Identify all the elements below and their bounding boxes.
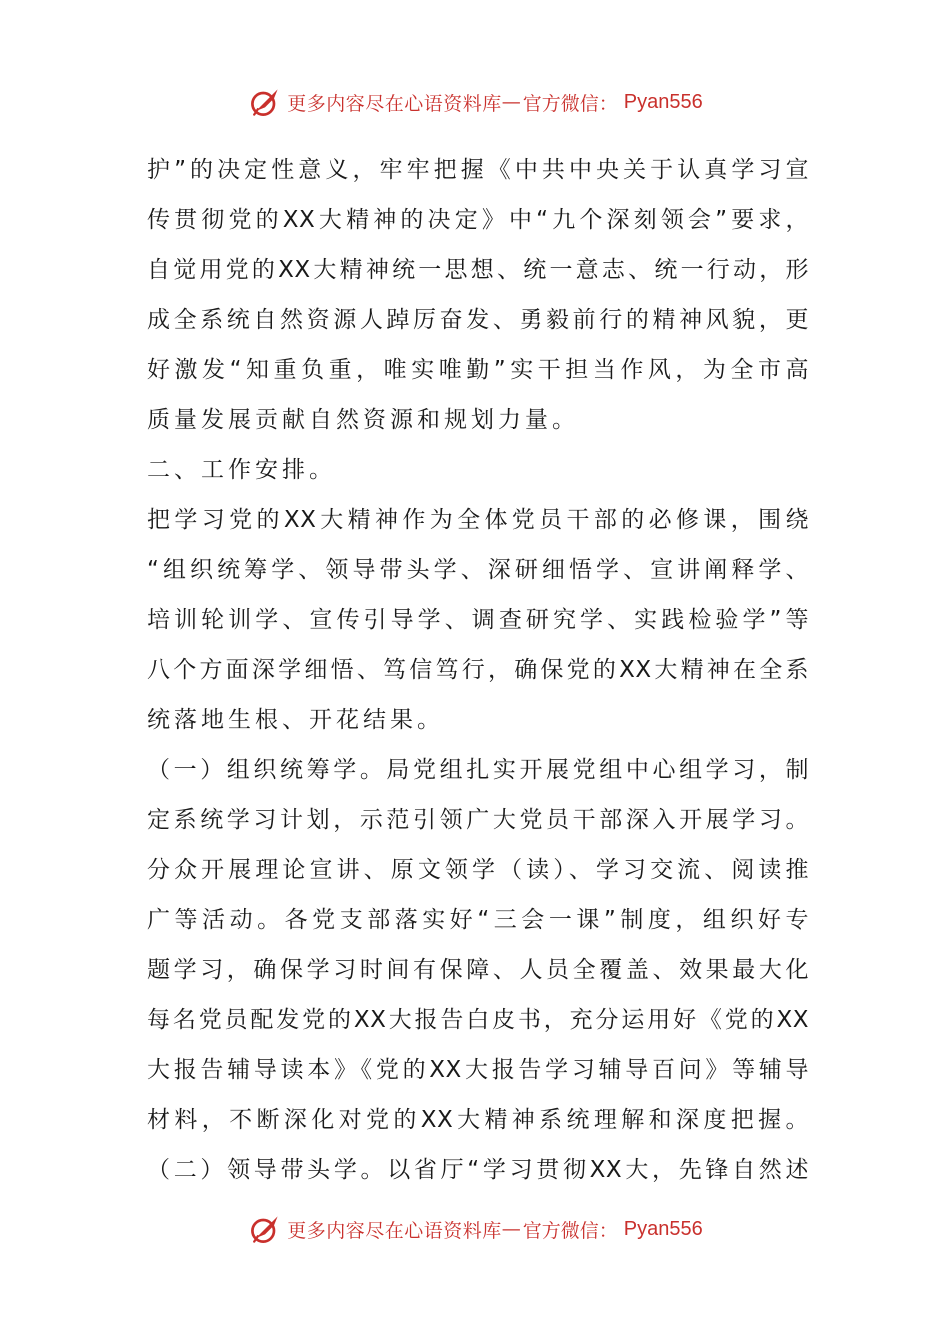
text-line: 把学习党的XX大精神作为全体党员干部的必修课，围绕 <box>147 507 809 533</box>
banner-text: 更多内容尽在心语资料库 <box>287 92 502 115</box>
text-line: 分众开展理论宣讲、原文领学（读）、学习交流、阅读推 <box>147 857 809 883</box>
header-banner <box>0 82 950 122</box>
text-line: 定系统学习计划，示范引领广大党员干部深入开展学习。 <box>147 807 809 833</box>
text-line: 培训轮训学、宣传引导学、调查研究学、实践检验学”等 <box>147 607 809 633</box>
banner-wechat-label: 官方微信： <box>522 1219 618 1242</box>
text-line: 广等活动。各党支部落实好“三会一课”制度，组织好专 <box>147 907 809 933</box>
text-line: 统落地生根、开花结果。 <box>147 707 444 733</box>
banner-wechat-id: Pyan556 <box>623 1217 703 1240</box>
text-line: 每名党员配发党的XX大报告白皮书，充分运用好《党的XX <box>147 1007 809 1033</box>
document-body <box>147 148 809 1198</box>
banner-wechat-label: 官方微信： <box>522 92 618 115</box>
text-line: 自觉用党的XX大精神统一思想、统一意志、统一行动，形 <box>147 257 809 283</box>
text-line: 材料，不断深化对党的XX大精神系统理解和深度把握。 <box>147 1107 809 1133</box>
text-line: 好激发“知重负重，唯实唯勤”实干担当作风，为全市高 <box>147 357 809 383</box>
footer-banner <box>0 1209 950 1249</box>
text-line: 大报告辅导读本》《党的XX大报告学习辅导百问》等辅导 <box>147 1057 809 1083</box>
text-line: （二）领导带头学。以省厅“学习贯彻XX大，先锋自然述 <box>147 1157 809 1183</box>
banner-separator: — <box>501 91 521 113</box>
text-line: 质量发展贡献自然资源和规划力量。 <box>147 407 579 433</box>
text-line: 成全系统自然资源人踔厉奋发、勇毅前行的精神风貌，更 <box>147 307 809 333</box>
text-line: “组织统筹学、领导带头学、深研细悟学、宣讲阐释学、 <box>147 557 809 583</box>
banner-wechat-id: Pyan556 <box>623 90 703 113</box>
text-line: 题学习，确保学习时间有保障、人员全覆盖、效果最大化 <box>147 957 809 983</box>
quill-pen-logo-icon <box>247 84 283 120</box>
text-line: 护”的决定性意义，牢牢把握《中共中央关于认真学习宣 <box>147 157 809 183</box>
text-line: 传贯彻党的XX大精神的决定》中“九个深刻领会”要求， <box>147 207 809 233</box>
banner-separator: — <box>501 1218 521 1240</box>
text-line: （一）组织统筹学。局党组扎实开展党组中心组学习，制 <box>147 757 809 783</box>
text-line: 八个方面深学细悟、笃信笃行，确保党的XX大精神在全系 <box>147 657 809 683</box>
section-heading: 二、工作安排。 <box>147 457 336 483</box>
quill-pen-logo-icon <box>247 1211 283 1247</box>
banner-text: 更多内容尽在心语资料库 <box>287 1219 502 1242</box>
